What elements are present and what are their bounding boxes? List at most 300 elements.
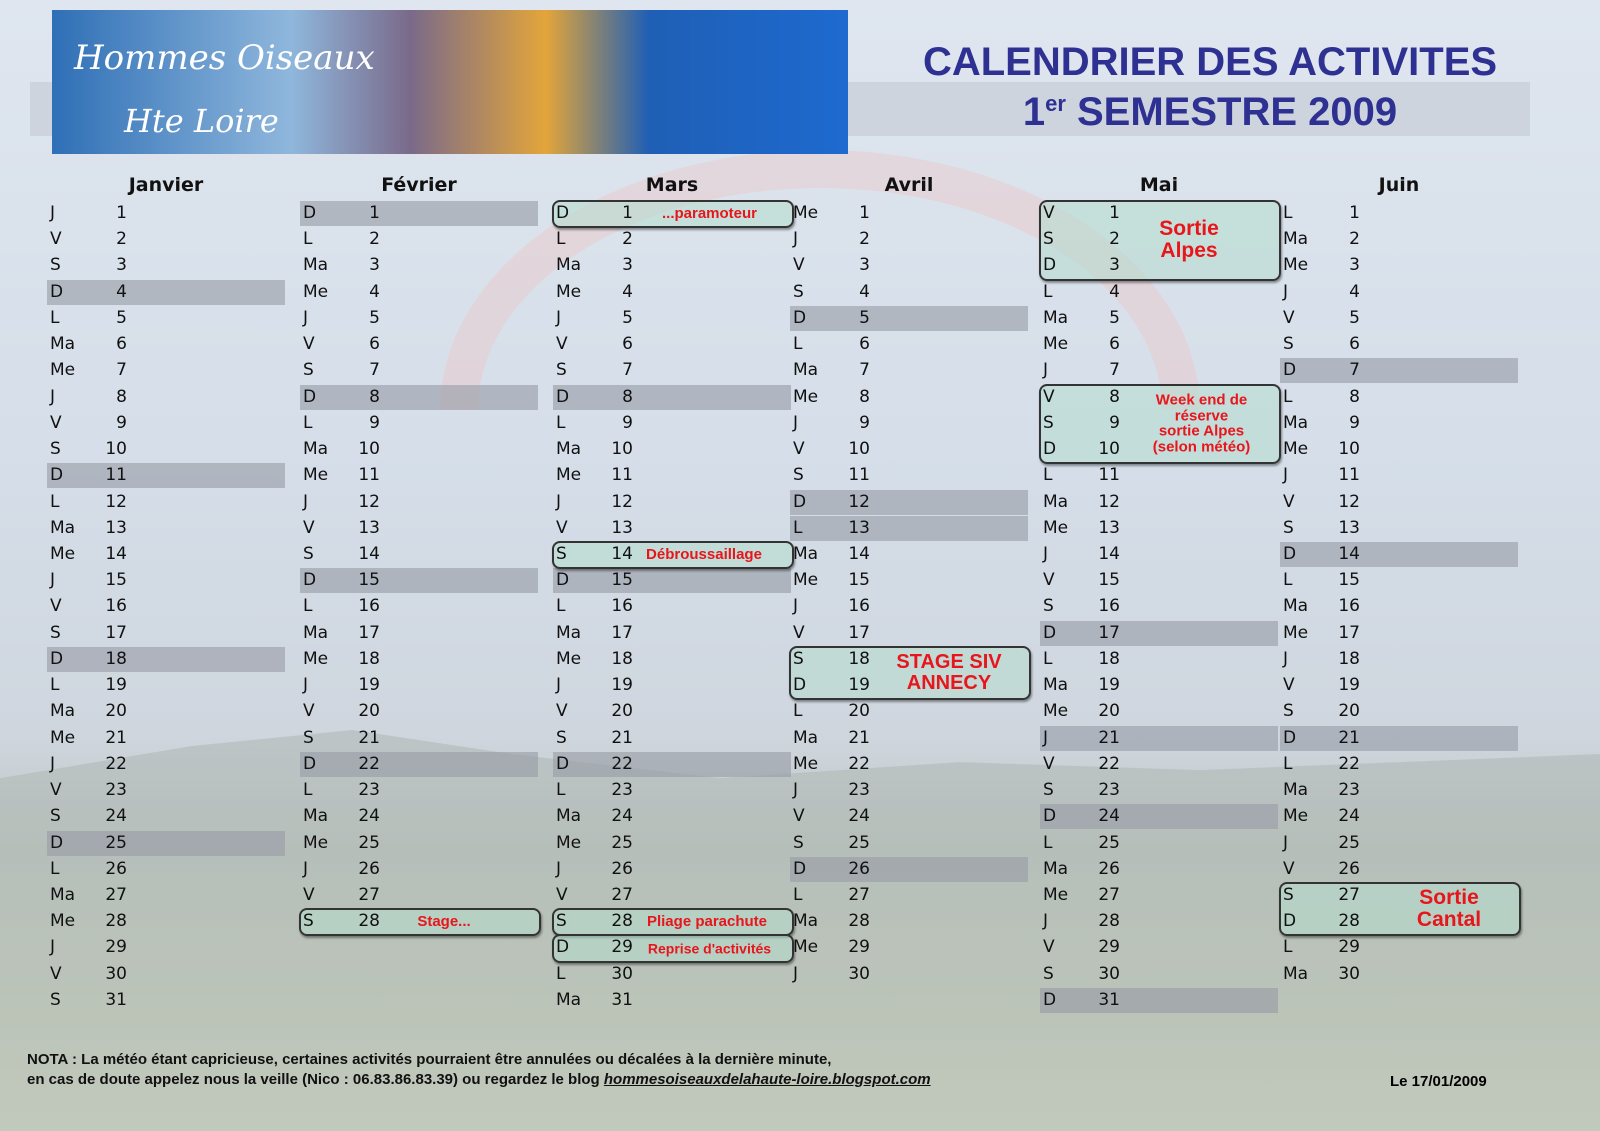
weekday: J	[303, 675, 309, 696]
day-row	[300, 726, 390, 751]
day-number: 18	[1338, 648, 1360, 669]
day-number: 11	[1098, 465, 1120, 486]
weekday: Me	[1283, 255, 1309, 276]
day-row	[1280, 621, 1370, 646]
day-number: 27	[848, 884, 870, 905]
day-row	[790, 831, 880, 856]
day-row	[47, 673, 137, 698]
event-label	[1139, 392, 1264, 455]
day-number: 15	[848, 570, 870, 591]
day-row	[1040, 752, 1130, 777]
day-number: 10	[105, 439, 127, 460]
day-row	[553, 831, 643, 856]
day-row	[790, 673, 880, 698]
day-row	[790, 332, 880, 357]
day-row	[1280, 463, 1370, 488]
day-number: 14	[358, 543, 380, 564]
day-row	[553, 437, 643, 462]
weekday: S	[556, 727, 567, 748]
day-number: 25	[848, 832, 870, 853]
day-row	[300, 306, 390, 331]
weekday: V	[1043, 203, 1055, 223]
weekday: J	[1043, 360, 1049, 381]
day-number: 28	[1338, 911, 1360, 932]
day-row	[1280, 804, 1370, 829]
day-number: 2	[1349, 229, 1360, 250]
weekday: V	[556, 884, 568, 905]
day-row	[553, 411, 643, 436]
day-number: 17	[358, 622, 380, 643]
weekday: D	[556, 570, 570, 591]
weekday: V	[556, 334, 568, 355]
weekday: L	[303, 229, 313, 250]
day-row	[1280, 673, 1370, 698]
day-number: 19	[1338, 675, 1360, 696]
day-number: 13	[1098, 517, 1120, 538]
day-row	[47, 752, 137, 777]
day-number: 4	[1109, 281, 1120, 302]
weekday: Ma	[1283, 229, 1309, 250]
weekday: L	[793, 517, 803, 538]
day-row	[553, 332, 643, 357]
weekday: L	[556, 596, 566, 617]
event-line: ANNECY	[906, 672, 992, 695]
day-row	[1280, 201, 1370, 226]
weekday: L	[1043, 281, 1053, 302]
weekday: J	[50, 753, 56, 774]
month-header: Juin	[1378, 174, 1420, 196]
event-label	[634, 547, 774, 563]
weekday: D	[1283, 727, 1297, 748]
day-number: 30	[611, 963, 633, 984]
day-row	[1280, 437, 1370, 462]
day-number: 22	[1098, 753, 1120, 774]
day-number: 23	[611, 780, 633, 801]
day-number: 24	[848, 806, 870, 827]
day-row	[790, 542, 880, 567]
weekday: Ma	[793, 727, 819, 748]
day-number: 11	[611, 465, 633, 486]
day-number: 16	[848, 596, 870, 617]
day-row	[790, 647, 880, 672]
weekday: Me	[1283, 806, 1309, 827]
day-row	[47, 437, 137, 462]
day-row	[1040, 280, 1130, 305]
day-row	[553, 752, 643, 777]
weekday: S	[303, 727, 314, 748]
weekday: S	[1043, 229, 1054, 250]
day-row	[1280, 568, 1370, 593]
day-row	[553, 306, 643, 331]
day-number: 23	[1338, 780, 1360, 801]
day-row	[300, 621, 390, 646]
weekday: L	[50, 858, 60, 879]
weekday: Ma	[303, 255, 329, 276]
weekday: Ma	[556, 255, 582, 276]
day-number: 19	[1098, 675, 1120, 696]
day-number: 22	[105, 753, 127, 774]
weekday: Me	[50, 543, 76, 564]
day-row	[1280, 909, 1370, 934]
weekday: L	[303, 596, 313, 617]
day-row	[1280, 280, 1370, 305]
day-row	[1040, 542, 1130, 567]
weekday: Ma	[556, 989, 582, 1010]
day-number: 29	[105, 937, 127, 958]
event-line: Pliage parachute	[646, 913, 768, 931]
day-number: 1	[622, 203, 633, 223]
weekday: S	[303, 360, 314, 381]
weekday: V	[303, 517, 315, 538]
day-number: 13	[105, 517, 127, 538]
day-row	[553, 804, 643, 829]
day-row	[300, 909, 390, 934]
day-row	[300, 778, 390, 803]
day-number: 15	[611, 570, 633, 591]
day-number: 4	[622, 281, 633, 302]
day-number: 8	[116, 386, 127, 407]
day-number: 20	[1098, 701, 1120, 722]
day-row	[1280, 253, 1370, 278]
day-row	[47, 253, 137, 278]
day-row	[47, 778, 137, 803]
day-row	[553, 647, 643, 672]
event-line: Cantal	[1416, 908, 1482, 932]
day-number: 6	[116, 334, 127, 355]
day-number: 14	[1338, 543, 1360, 564]
weekday: S	[1043, 780, 1054, 801]
day-number: 8	[1109, 386, 1120, 407]
weekday: Ma	[50, 884, 76, 905]
day-number: 12	[358, 491, 380, 512]
day-number: 16	[105, 596, 127, 617]
event-line: Stage...	[417, 913, 471, 931]
day-number: 25	[1338, 832, 1360, 853]
day-row	[300, 883, 390, 908]
weekday: Me	[303, 648, 329, 669]
day-number: 14	[611, 543, 633, 564]
day-number: 13	[1338, 517, 1360, 538]
day-row	[1280, 358, 1370, 383]
event-line: Sortie	[1419, 886, 1479, 910]
day-number: 9	[1109, 412, 1120, 433]
weekday: V	[303, 884, 315, 905]
day-row	[47, 699, 137, 724]
weekday: Ma	[1283, 412, 1309, 433]
day-row	[1040, 726, 1130, 751]
day-number: 20	[611, 701, 633, 722]
day-number: 18	[848, 648, 870, 669]
weekday: D	[50, 281, 64, 302]
day-number: 21	[848, 727, 870, 748]
day-number: 16	[611, 596, 633, 617]
day-row	[1040, 883, 1130, 908]
day-number: 16	[358, 596, 380, 617]
weekday: Ma	[1043, 491, 1069, 512]
weekday: Ma	[303, 439, 329, 460]
day-number: 5	[622, 307, 633, 328]
day-number: 4	[116, 281, 127, 302]
day-row	[790, 201, 880, 226]
page-subtitle	[880, 90, 1540, 135]
day-number: 1	[1349, 203, 1360, 223]
weekday: Ma	[1283, 963, 1309, 984]
event-line: STAGE SIV	[896, 651, 1002, 674]
day-number: 17	[848, 622, 870, 643]
day-row	[47, 542, 137, 567]
day-number: 8	[859, 386, 870, 407]
day-number: 22	[848, 753, 870, 774]
day-row	[1040, 909, 1130, 934]
day-number: 10	[1338, 439, 1360, 460]
weekday: Me	[50, 911, 76, 932]
day-number: 2	[1109, 229, 1120, 250]
day-row	[300, 699, 390, 724]
day-row	[790, 463, 880, 488]
weekday: S	[1283, 334, 1294, 355]
day-row	[553, 699, 643, 724]
weekday: J	[50, 203, 56, 223]
day-number: 8	[369, 386, 380, 407]
day-row	[1280, 594, 1370, 619]
day-number: 25	[611, 832, 633, 853]
day-number: 11	[358, 465, 380, 486]
day-row	[300, 857, 390, 882]
day-number: 17	[611, 622, 633, 643]
day-number: 26	[1098, 858, 1120, 879]
weekday: D	[50, 465, 64, 486]
day-row	[47, 962, 137, 987]
day-number: 6	[369, 334, 380, 355]
day-number: 23	[1098, 780, 1120, 801]
day-number: 7	[116, 360, 127, 381]
weekday: V	[793, 622, 805, 643]
day-row	[790, 621, 880, 646]
day-row	[47, 411, 137, 436]
weekday: D	[556, 937, 570, 958]
day-row	[300, 542, 390, 567]
weekday: Me	[1043, 334, 1069, 355]
day-row	[790, 935, 880, 960]
weekday: S	[1043, 963, 1054, 984]
day-number: 9	[859, 412, 870, 433]
day-number: 3	[1349, 255, 1360, 276]
day-number: 27	[611, 884, 633, 905]
event-line: Débroussaillage	[646, 546, 762, 564]
weekday: Ma	[556, 622, 582, 643]
day-number: 3	[1109, 255, 1120, 276]
day-row	[790, 962, 880, 987]
weekday: S	[1043, 412, 1054, 433]
weekday: S	[50, 255, 61, 276]
day-row	[1040, 253, 1130, 278]
event-label	[632, 941, 787, 956]
day-number: 27	[358, 884, 380, 905]
day-number: 31	[105, 989, 127, 1010]
weekday: L	[793, 884, 803, 905]
day-number: 5	[116, 307, 127, 328]
day-row	[300, 253, 390, 278]
weekday: L	[50, 675, 60, 696]
month-header: Mars	[645, 174, 699, 196]
weekday: Me	[793, 386, 819, 407]
day-number: 27	[1338, 884, 1360, 905]
day-number: 26	[848, 858, 870, 879]
day-number: 31	[1098, 989, 1120, 1010]
event-line: (selon météo)	[1152, 438, 1251, 456]
weekday: D	[793, 307, 807, 328]
day-row	[300, 437, 390, 462]
weekday: L	[50, 307, 60, 328]
day-row	[47, 857, 137, 882]
day-row	[300, 411, 390, 436]
weekday: Ma	[50, 334, 76, 355]
weekday: J	[50, 386, 56, 407]
weekday: L	[1283, 753, 1293, 774]
weekday: L	[793, 334, 803, 355]
weekday: Me	[793, 753, 819, 774]
day-number: 28	[611, 911, 633, 932]
weekday: L	[1043, 832, 1053, 853]
day-row	[1280, 385, 1370, 410]
weekday: Ma	[1043, 675, 1069, 696]
day-row	[790, 437, 880, 462]
event-line: Week end de	[1155, 391, 1248, 409]
day-row	[1040, 332, 1130, 357]
day-number: 4	[859, 281, 870, 302]
day-number: 3	[622, 255, 633, 276]
day-row	[1280, 516, 1370, 541]
day-row	[790, 752, 880, 777]
day-number: 11	[105, 465, 127, 486]
day-number: 26	[611, 858, 633, 879]
day-row	[1040, 621, 1130, 646]
day-number: 29	[1098, 937, 1120, 958]
day-number: 7	[1109, 360, 1120, 381]
day-row	[1280, 411, 1370, 436]
weekday: Ma	[1043, 858, 1069, 879]
day-number: 29	[848, 937, 870, 958]
day-number: 28	[1098, 911, 1120, 932]
day-row	[47, 726, 137, 751]
day-number: 6	[859, 334, 870, 355]
event-label	[384, 914, 504, 930]
day-row	[1280, 857, 1370, 882]
day-row	[790, 516, 880, 541]
weekday: D	[303, 203, 317, 223]
day-row	[1280, 699, 1370, 724]
day-row	[1040, 935, 1130, 960]
day-row	[300, 358, 390, 383]
day-number: 9	[1349, 412, 1360, 433]
weekday: J	[793, 229, 799, 250]
weekday: J	[50, 570, 56, 591]
day-number: 16	[1338, 596, 1360, 617]
day-row	[790, 568, 880, 593]
weekday: Me	[556, 832, 582, 853]
weekday: V	[1043, 570, 1055, 591]
day-row	[47, 594, 137, 619]
day-number: 2	[622, 229, 633, 250]
day-number: 2	[116, 229, 127, 250]
weekday: D	[1283, 911, 1297, 932]
day-number: 18	[1098, 648, 1120, 669]
day-row	[47, 490, 137, 515]
day-row	[300, 201, 390, 226]
day-row	[1040, 201, 1130, 226]
weekday: J	[1043, 911, 1049, 932]
day-number: 25	[1098, 832, 1120, 853]
day-row	[553, 988, 643, 1013]
weekday: J	[556, 491, 562, 512]
day-row	[553, 542, 643, 567]
weekday: V	[793, 806, 805, 827]
day-row	[790, 280, 880, 305]
event-line: sortie Alpes	[1158, 422, 1245, 440]
day-number: 2	[369, 229, 380, 250]
weekday: J	[303, 491, 309, 512]
day-number: 7	[369, 360, 380, 381]
day-row	[1280, 227, 1370, 252]
day-number: 28	[358, 911, 380, 932]
day-number: 1	[1109, 203, 1120, 223]
subtitle-rest: SEMESTRE 2009	[1065, 90, 1398, 134]
weekday: D	[1043, 439, 1057, 460]
weekday: V	[303, 701, 315, 722]
day-row	[300, 804, 390, 829]
day-row	[47, 935, 137, 960]
day-row	[1280, 490, 1370, 515]
day-row	[300, 594, 390, 619]
day-number: 4	[369, 281, 380, 302]
day-row	[553, 385, 643, 410]
day-number: 26	[105, 858, 127, 879]
day-number: 17	[1338, 622, 1360, 643]
event-line: Sortie	[1159, 217, 1219, 241]
day-row	[47, 909, 137, 934]
weekday: V	[793, 439, 805, 460]
day-row	[553, 962, 643, 987]
day-number: 24	[1338, 806, 1360, 827]
day-number: 22	[358, 753, 380, 774]
weekday: S	[793, 465, 804, 486]
weekday: Ma	[1043, 307, 1069, 328]
club-banner-logo	[52, 10, 848, 154]
day-number: 17	[1098, 622, 1120, 643]
day-number: 5	[1109, 307, 1120, 328]
weekday: S	[303, 911, 314, 932]
day-number: 12	[1338, 491, 1360, 512]
weekday: Ma	[50, 517, 76, 538]
blog-link[interactable]: hommesoiseauxdelahaute-loire.blogspot.com	[603, 1071, 931, 1088]
day-number: 17	[105, 622, 127, 643]
day-row	[1280, 647, 1370, 672]
day-number: 15	[105, 570, 127, 591]
day-row	[47, 385, 137, 410]
day-row	[1280, 726, 1370, 751]
day-row	[553, 935, 643, 960]
day-number: 25	[105, 832, 127, 853]
day-row	[1040, 568, 1130, 593]
day-number: 10	[611, 439, 633, 460]
day-row	[47, 988, 137, 1013]
day-number: 21	[105, 727, 127, 748]
weekday: V	[556, 517, 568, 538]
day-row	[1280, 778, 1370, 803]
weekday: D	[303, 386, 317, 407]
day-row	[790, 778, 880, 803]
weekday: Me	[303, 832, 329, 853]
